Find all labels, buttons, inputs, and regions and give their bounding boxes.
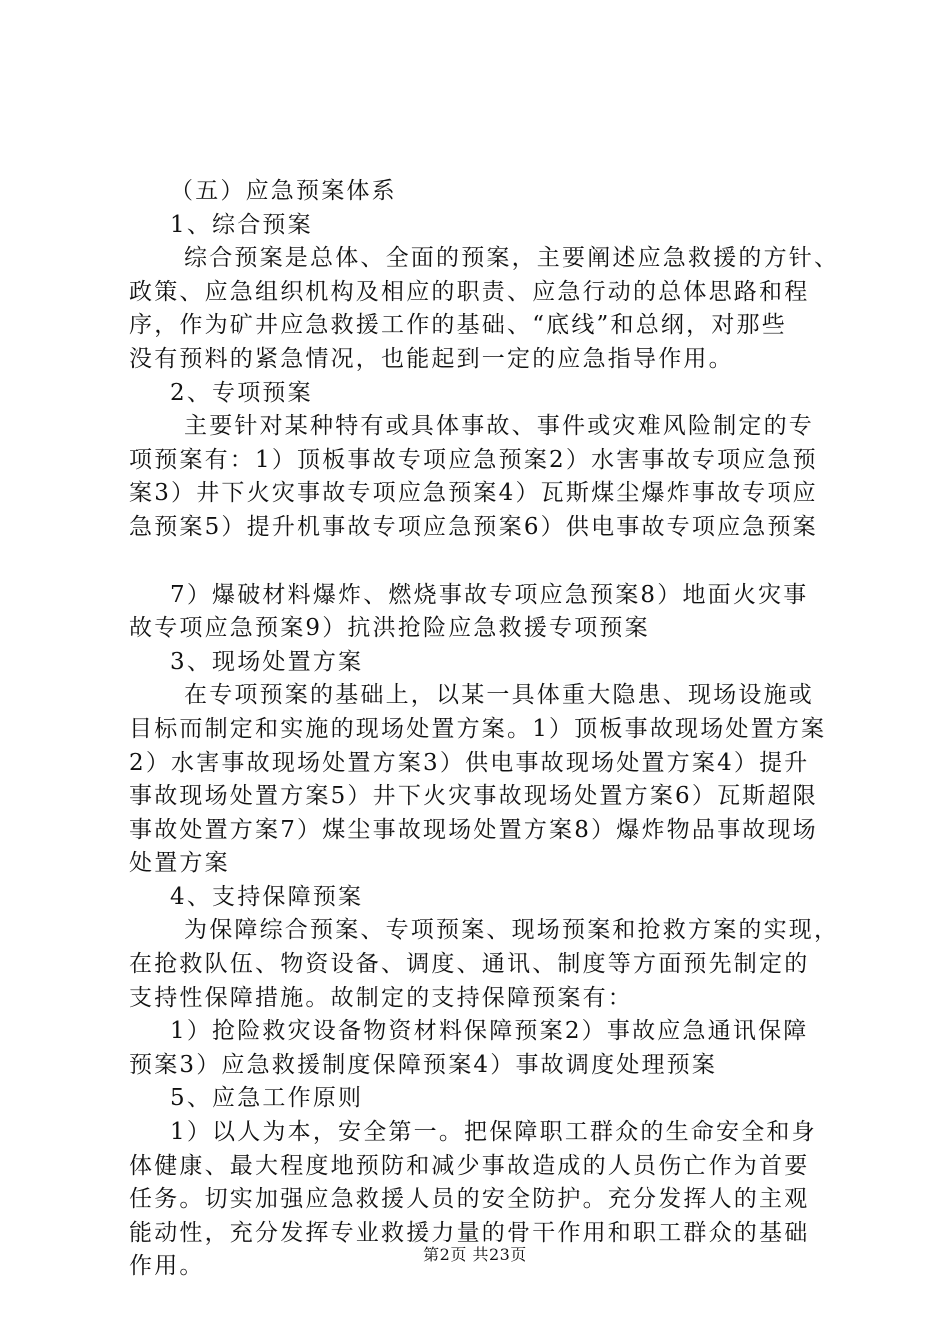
- text-line: 1）抢险救灾设备物资材料保障预案2）事故应急通讯保障: [170, 1018, 809, 1045]
- text-line: 2、专项预案: [170, 379, 313, 406]
- text-line: 2）水害事故现场处置方案3）供电事故现场处置方案4）提升: [129, 749, 810, 776]
- text-block-1: [129, 175, 840, 545]
- text-line: 项预案有：1）顶板事故专项应急预案2）水害事故专项应急预: [129, 446, 818, 473]
- text-line: 案3）井下火灾事故专项应急预案4）瓦斯煤尘爆炸事故专项应: [129, 480, 818, 507]
- text-line: 体健康、最大程度地预防和减少事故造成的人员伤亡作为首要: [129, 1152, 810, 1179]
- text-line: 故专项应急预案9）抗洪抢险应急救援专项预案: [129, 615, 650, 642]
- text-line: 7）爆破材料爆炸、燃烧事故专项应急预案8）地面火灾事: [170, 581, 809, 608]
- text-line: 为保障综合预案、专项预案、现场预案和抢救方案的实现，: [184, 917, 840, 944]
- text-line: 预案3）应急救援制度保障预案4）事故调度处理预案: [129, 1051, 718, 1078]
- text-line: 5、应急工作原则: [170, 1085, 364, 1112]
- text-line: 任务。切实加强应急救援人员的安全防护。充分发挥人的主观: [129, 1186, 810, 1213]
- text-line: 在抢救队伍、物资设备、调度、通讯、制度等方面预先制定的: [129, 951, 810, 978]
- paragraph-gap: [129, 545, 831, 579]
- text-line: 急预案5）提升机事故专项应急预案6）供电事故专项应急预案: [129, 513, 818, 540]
- text-line: 1、综合预案: [170, 211, 313, 238]
- text-line: 序，作为矿井应急救援工作的基础、“底线”和总纲，对那些: [129, 312, 787, 339]
- text-line: 事故处置方案7）煤尘事故现场处置方案8）爆炸物品事故现场: [129, 816, 818, 843]
- text-line: 目标而制定和实施的现场处置方案。1）顶板事故现场处置方案: [129, 715, 827, 742]
- text-line: 在专项预案的基础上，以某一具体重大隐患、现场设施或: [184, 682, 814, 709]
- text-line: （五）应急预案体系: [170, 178, 397, 204]
- document-body: [129, 175, 840, 1284]
- text-line: 没有预料的紧急情况，也能起到一定的应急指导作用。: [129, 345, 734, 372]
- text-line: 4、支持保障预案: [170, 883, 364, 910]
- text-line: 1）以人为本，安全第一。把保障职工群众的生命安全和身: [170, 1119, 817, 1146]
- text-line: 作用。: [129, 1253, 205, 1280]
- text-line: 主要针对某种特有或具体事故、事件或灾难风险制定的专: [184, 413, 814, 440]
- text-line: 支持性保障措施。故制定的支持保障预案有：: [129, 984, 633, 1011]
- text-line: 综合预案是总体、全面的预案，主要阐述应急救援的方针、: [184, 245, 840, 272]
- text-block-2: [129, 579, 840, 1284]
- text-line: 3、现场处置方案: [170, 648, 364, 675]
- page-footer: 第2页 共23页: [423, 1245, 527, 1264]
- text-line: 处置方案: [129, 850, 230, 877]
- text-line: 能动性，充分发挥专业救援力量的骨干作用和职工群众的基础: [129, 1219, 810, 1246]
- text-line: 政策、应急组织机构及相应的职责、应急行动的总体思路和程: [129, 278, 810, 305]
- text-line: 事故现场处置方案5）井下火灾事故现场处置方案6）瓦斯超限: [129, 783, 818, 810]
